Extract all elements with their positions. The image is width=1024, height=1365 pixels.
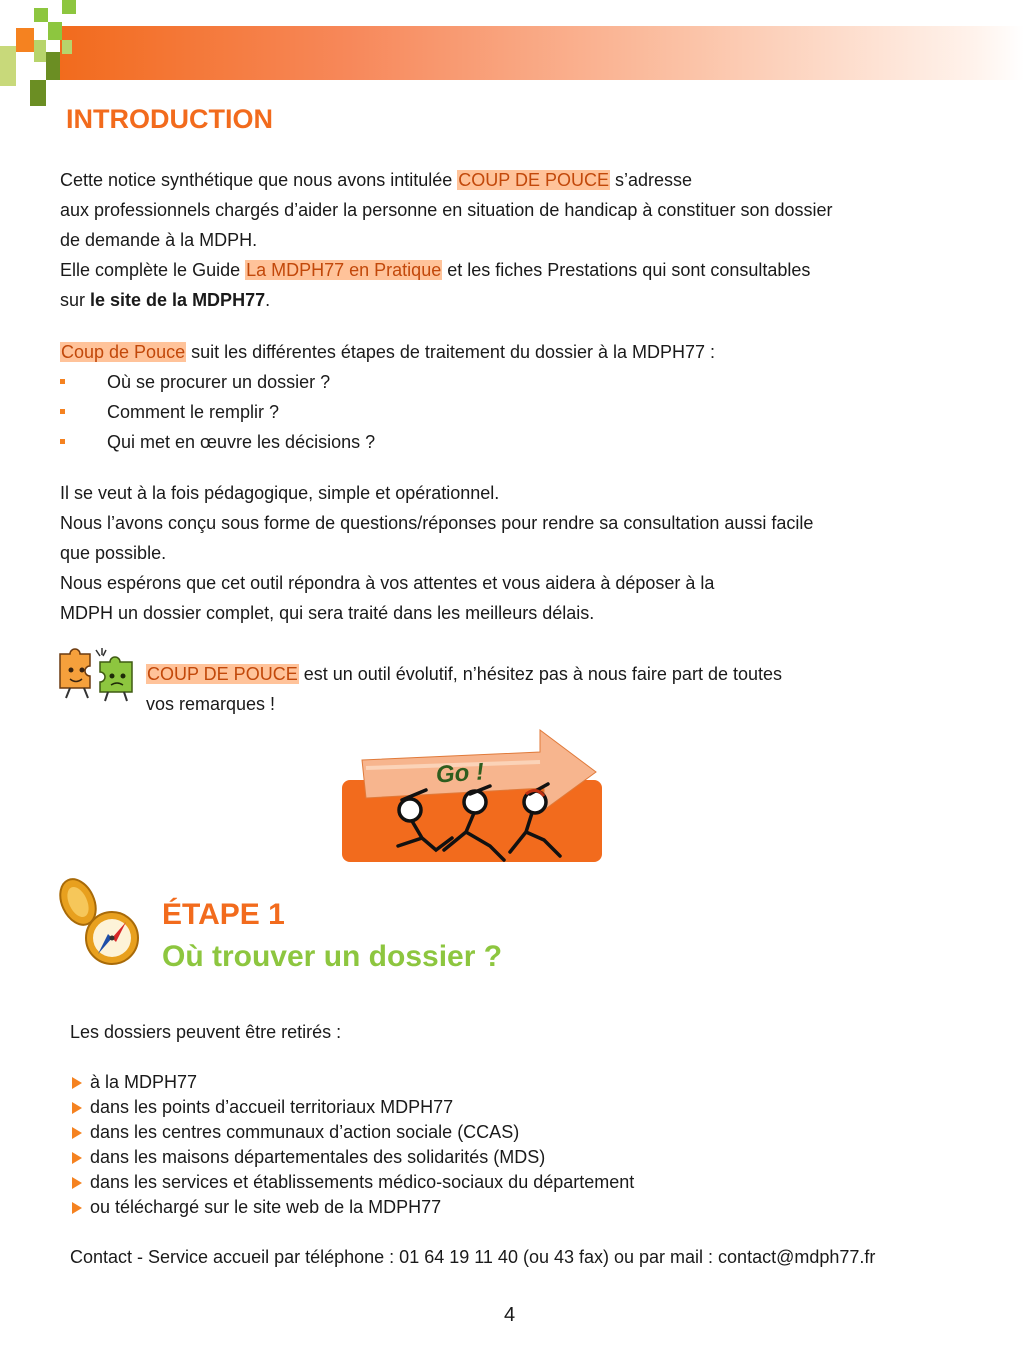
arrow-bullet-icon	[72, 1102, 82, 1114]
list-item: Qui met en œuvre les décisions ?	[60, 427, 1000, 457]
highlight-coup-de-pouce-3: COUP DE POUCE	[147, 664, 298, 684]
square-bullet-icon	[60, 379, 65, 384]
para-line: Il se veut à la fois pédagogique, simple et opérationnel.	[60, 483, 500, 503]
square-bullet-icon	[60, 409, 65, 414]
arrow-bullet-icon	[72, 1077, 82, 1089]
step-subtitle: Où trouver un dossier ?	[162, 940, 503, 973]
steps-intro: Coup de Pouce suit les différentes étapes de traitement du dossier à la MDPH77 :	[61, 342, 716, 362]
puzzle-pieces-icon	[56, 648, 140, 704]
note-line-2: vos remarques !	[146, 694, 276, 714]
header-squares-decoration	[0, 0, 80, 110]
steps-section	[60, 337, 1000, 457]
step-title: ÉTAPE 1	[162, 898, 285, 931]
go-label: Go !	[435, 758, 485, 789]
list-item: Où se procurer un dossier ?	[60, 367, 1000, 397]
dossiers-list	[72, 1070, 1012, 1220]
note-line-1: COUP DE POUCE est un outil évolutif, n’hésitez pas à nous faire part de toutes	[147, 664, 782, 684]
intro-line-5: sur le site de la MDPH77.	[60, 290, 271, 310]
para-line: Nous espérons que cet outil répondra à vos attentes et vous aidera à déposer à la	[60, 573, 715, 593]
contact-line: Contact - Service accueil par téléphone : 01 64 19 11 40 (ou 43 fax) ou par mail : contact@mdph77.fr	[70, 1247, 876, 1267]
header-banner	[60, 26, 1024, 80]
intro-line-3: de demande à la MDPH.	[60, 230, 258, 250]
intro-line-1: Cette notice synthétique que nous avons intitulée COUP DE POUCE s’adresse	[60, 170, 693, 190]
para-line: MDPH un dossier complet, qui sera traité dans les meilleurs délais.	[60, 603, 595, 623]
guide-link[interactable]: La MDPH77 en Pratique	[246, 260, 442, 280]
list-item: Comment le remplir ?	[60, 397, 1000, 427]
arrow-bullet-icon	[72, 1202, 82, 1214]
list-item: dans les services et établissements médico-sociaux du département	[72, 1170, 1012, 1195]
list-item: dans les points d’accueil territoriaux MDPH77	[72, 1095, 1012, 1120]
site-link[interactable]: le site de la MDPH77	[90, 290, 266, 310]
intro-line-4: Elle complète le Guide La MDPH77 en Pratique et les fiches Prestations qui sont consultables	[60, 260, 811, 280]
list-item: à la MDPH77	[72, 1070, 1012, 1095]
arrow-bullet-icon	[72, 1177, 82, 1189]
para-line: que possible.	[60, 543, 167, 563]
arrow-bullet-icon	[72, 1127, 82, 1139]
highlight-coup-de-pouce-2: Coup de Pouce	[61, 342, 186, 362]
arrow-bullet-icon	[72, 1152, 82, 1164]
highlight-coup-de-pouce: COUP DE POUCE	[458, 170, 609, 190]
square-bullet-icon	[60, 439, 65, 444]
dossiers-intro: Les dossiers peuvent être retirés :	[70, 1022, 342, 1042]
page-number: 4	[504, 1304, 516, 1326]
compass-icon	[56, 874, 142, 968]
list-item: ou téléchargé sur le site web de la MDPH77	[72, 1195, 1012, 1220]
list-item: dans les centres communaux d’action sociale (CCAS)	[72, 1120, 1012, 1145]
go-banner[interactable]	[340, 728, 602, 866]
list-item: dans les maisons départementales des solidarités (MDS)	[72, 1145, 1012, 1170]
feedback-note	[146, 659, 1006, 719]
page-title: INTRODUCTION	[66, 104, 273, 134]
intro-line-2: aux professionnels chargés d’aider la personne en situation de handicap à constituer son dossier	[60, 200, 833, 220]
intro-paragraph	[60, 165, 1000, 315]
purpose-paragraph	[60, 478, 1000, 628]
para-line: Nous l’avons conçu sous forme de questions/réponses pour rendre sa consultation aussi facile	[60, 513, 814, 533]
